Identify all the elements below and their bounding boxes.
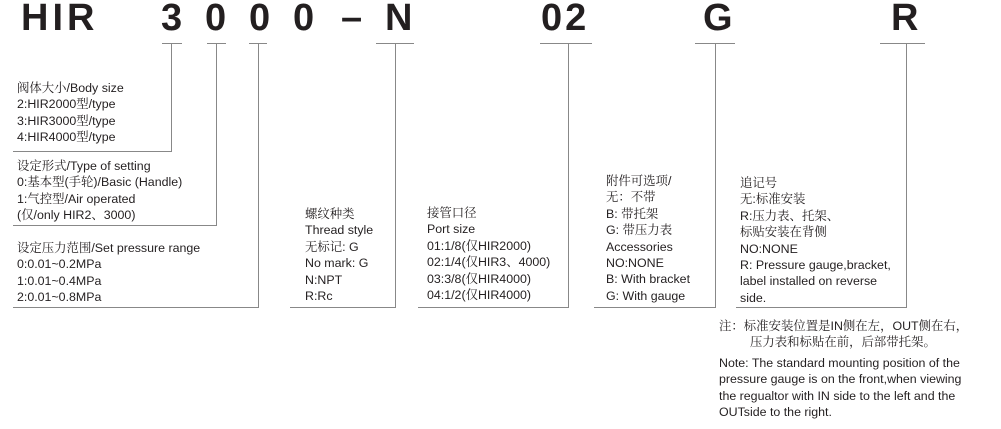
setting-type-info	[17, 158, 182, 224]
divider	[13, 151, 172, 152]
note-line: OUTside to the right.	[719, 405, 832, 420]
option: 1:气控型/Air operated	[17, 191, 136, 206]
option: 无:标准安装	[740, 192, 806, 207]
suffix-info	[740, 175, 891, 306]
pressure-range-info	[17, 240, 200, 306]
code-body-size: 3	[161, 0, 183, 39]
code-accessory: G	[703, 0, 733, 39]
option: G: 带压力表	[606, 223, 673, 238]
option: G: With gauge	[606, 288, 686, 303]
accessories-info	[606, 173, 690, 304]
code-port: 02	[541, 0, 590, 39]
leader-line	[906, 43, 907, 307]
heading: Thread style	[305, 223, 374, 238]
note-line: pressure gauge is on the front,when viewing	[719, 372, 962, 387]
option: (仅/only HIR2、3000)	[17, 208, 136, 223]
code-digit: 0	[293, 0, 315, 39]
option: B: 带托架	[606, 206, 659, 221]
code-pressure-range: 0	[249, 0, 271, 39]
option: NO:NONE	[740, 241, 798, 256]
leader-line	[715, 43, 716, 307]
underline	[880, 43, 925, 44]
heading: Port size	[427, 222, 476, 237]
option: NO:NONE	[606, 255, 664, 270]
option: 1:0.01~0.4MPa	[17, 273, 102, 288]
option: R:压力表、托架、	[740, 208, 840, 223]
option: R:Rc	[305, 288, 333, 303]
option: 标贴安装在背侧	[740, 225, 827, 240]
note-line: the regualtor with IN side to the left and the	[719, 388, 956, 403]
option: 02:1/4(仅HIR3、4000)	[427, 255, 551, 270]
leader-line	[216, 43, 217, 225]
divider	[736, 307, 907, 308]
heading: 螺纹种类	[305, 207, 355, 221]
note-line: 压力表和标贴在前，后部带托架。	[750, 335, 936, 350]
divider	[290, 307, 396, 308]
code-prefix: HIR	[21, 0, 99, 39]
option: 4:HIR4000型/type	[17, 130, 116, 145]
option: 04:1/2(仅HIR4000)	[427, 287, 531, 302]
heading: 追记号	[740, 176, 778, 190]
heading: 设定形式/Type of setting	[17, 159, 151, 173]
code-setting-type: 0	[205, 0, 227, 39]
heading: 附件可选项/	[606, 174, 672, 188]
body-size-info	[17, 80, 124, 146]
heading: 阀体大小/Body size	[17, 81, 124, 95]
divider	[13, 225, 217, 226]
option: 01:1/8(仅HIR2000)	[427, 238, 531, 253]
leader-line	[395, 43, 396, 307]
divider	[13, 307, 259, 308]
option: label installed on reverse	[740, 274, 878, 289]
option: 2:0.01~0.8MPa	[17, 290, 102, 305]
underline	[540, 43, 592, 44]
thread-style-info	[305, 206, 373, 304]
note-line: Note: The standard mounting position of the	[719, 356, 960, 370]
code-suffix: R	[891, 0, 919, 39]
leader-line	[171, 43, 172, 151]
leader-line	[258, 43, 259, 307]
note-english	[719, 355, 961, 421]
leader-line	[568, 43, 569, 307]
divider	[594, 307, 716, 308]
option: B: With bracket	[606, 272, 691, 287]
option: No mark: G	[305, 256, 369, 271]
port-size-info	[427, 205, 550, 303]
heading: Accessories	[606, 239, 673, 254]
heading: 设定压力范围/Set pressure range	[17, 241, 201, 255]
note-line: 注：标准安装位置是IN侧在左，OUT侧在右，	[719, 319, 969, 333]
note-chinese	[719, 318, 968, 351]
heading: 接管口径	[427, 206, 477, 220]
option: side.	[740, 290, 767, 305]
option: R: Pressure gauge,bracket,	[740, 257, 891, 272]
code-dash: –	[341, 0, 363, 39]
option: 0:基本型(手轮)/Basic (Handle)	[17, 175, 183, 190]
option: 0:0.01~0.2MPa	[17, 257, 102, 272]
option: N:NPT	[305, 272, 343, 287]
option: 无标记: G	[305, 239, 359, 254]
option: 2:HIR2000型/type	[17, 97, 116, 112]
divider	[418, 307, 569, 308]
option: 无：不带	[606, 190, 656, 205]
underline	[162, 43, 182, 44]
code-thread: N	[385, 0, 413, 39]
option: 3:HIR3000型/type	[17, 113, 116, 128]
option: 03:3/8(仅HIR4000)	[427, 271, 531, 286]
